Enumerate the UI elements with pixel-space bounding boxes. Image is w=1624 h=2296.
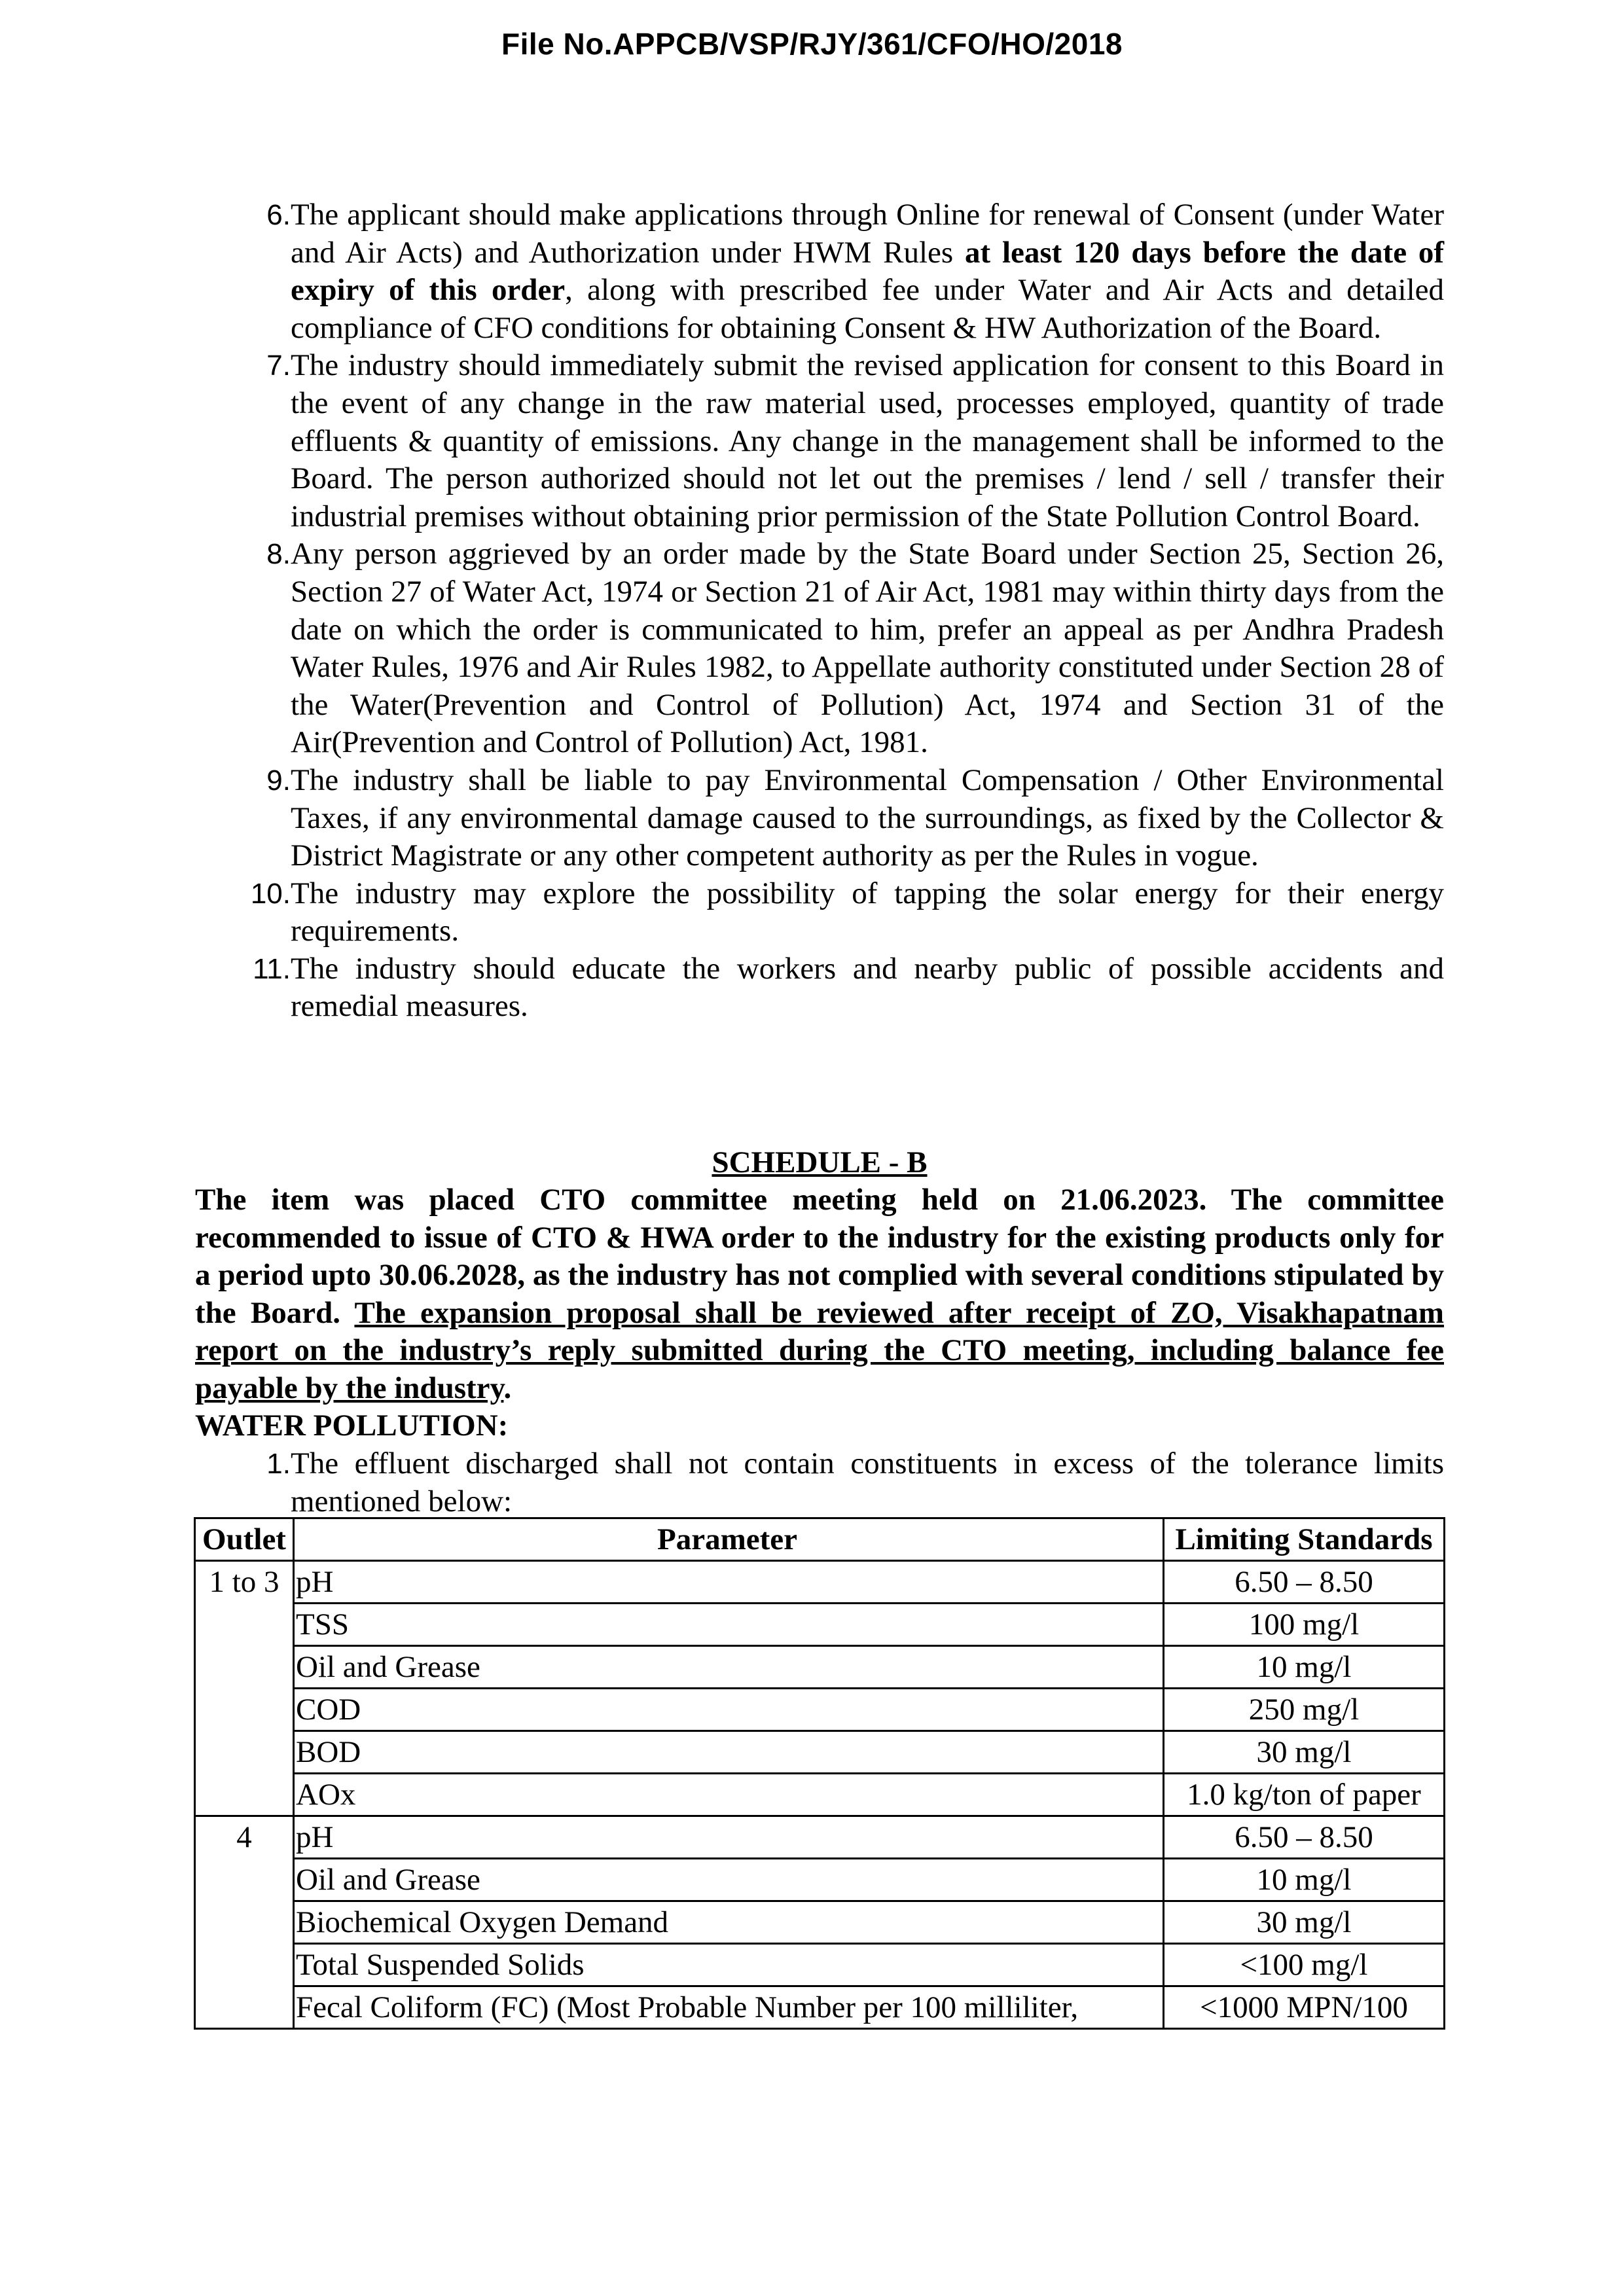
parameter-cell: Biochemical Oxygen Demand <box>294 1901 1164 1944</box>
condition-item <box>247 950 1444 1026</box>
limit-cell: 30 mg/l <box>1164 1731 1445 1774</box>
item-number: 7. <box>266 350 291 382</box>
bold-text: at least 120 days before the date of expiry of this order <box>291 235 1445 308</box>
parameter-cell: pH <box>294 1561 1164 1604</box>
parameter-cell: Fecal Coliform (FC) (Most Probable Number per 100 milliliter, <box>294 1986 1164 2029</box>
water-pollution-heading: WATER POLLUTION: <box>195 1408 509 1443</box>
table-row <box>195 1731 1445 1774</box>
parameter-cell: BOD <box>294 1731 1164 1774</box>
item-text <box>291 762 1444 875</box>
file-number-header: File No.APPCB/VSP/RJY/361/CFO/HO/2018 <box>501 27 1123 61</box>
item-number: 10. <box>250 877 291 910</box>
table-row <box>195 1774 1445 1816</box>
limit-cell: <100 mg/l <box>1164 1944 1445 1986</box>
underlined-text: The expansion proposal shall be reviewed after receipt of ZO, Visakhapatnam report on the industry’s reply submitted during the CTO meeting, including balance fee payable by the industry <box>195 1295 1444 1405</box>
schedule-paragraph <box>195 1181 1444 1408</box>
limit-cell: 6.50 – 8.50 <box>1164 1816 1445 1859</box>
table-row <box>195 1944 1445 1986</box>
table-row <box>195 1859 1445 1901</box>
table-row <box>195 1986 1445 2029</box>
outlet-cell: 1 to 3 <box>195 1561 294 1816</box>
text-run: , along with prescribed fee under Water and Air Acts and detailed compliance of CFO conditions for obtaining Consent & HW Authorization of the Board. <box>291 273 1444 345</box>
col-header-limiting-standards: Limiting Standards <box>1164 1518 1445 1561</box>
condition-item <box>247 347 1444 535</box>
outlet-cell: 4 <box>195 1816 294 2029</box>
water-pollution-list <box>247 1445 1444 1520</box>
parameter-cell: Oil and Grease <box>294 1859 1164 1901</box>
condition-item <box>247 762 1444 875</box>
table-row <box>195 1689 1445 1731</box>
table-body <box>195 1561 1445 2029</box>
table-row <box>195 1561 1445 1604</box>
conditions-list <box>247 196 1444 1026</box>
text-run: The applicant should make applications through Online for renewal of Consent (under Water and Air Acts) and Authorization under HWM Rules <box>291 198 1444 270</box>
col-header-outlet: Outlet <box>195 1518 294 1561</box>
item-text <box>291 535 1444 762</box>
condition-item <box>247 875 1444 950</box>
item-number: 8. <box>266 538 291 571</box>
limit-cell: 6.50 – 8.50 <box>1164 1561 1445 1604</box>
limit-cell: 1.0 kg/ton of paper <box>1164 1774 1445 1816</box>
parameter-cell: pH <box>294 1816 1164 1859</box>
schedule-title: SCHEDULE - B <box>712 1145 928 1179</box>
text-run: The industry may explore the possibility of tapping the solar energy for their energy requirements. <box>291 876 1444 948</box>
limit-cell: 30 mg/l <box>1164 1901 1445 1944</box>
limit-cell: 10 mg/l <box>1164 1646 1445 1689</box>
parameter-cell: Total Suspended Solids <box>294 1944 1164 1986</box>
item-number: 1. <box>266 1448 291 1480</box>
item-text <box>291 950 1444 1026</box>
limit-cell: 10 mg/l <box>1164 1859 1445 1901</box>
text-run: The item was placed CTO committee meeting held on 21.06.2023. The committee recommended to issue of CTO & HWA order to the industry for the existing products only for a period upto 30.06.2028, as the industry has not complied with several conditions stipulated by the Board. <box>195 1183 1444 1330</box>
limit-cell: 250 mg/l <box>1164 1689 1445 1731</box>
text-run: . <box>503 1371 512 1405</box>
parameter-cell: TSS <box>294 1604 1164 1646</box>
item-number: 11. <box>253 952 291 985</box>
parameter-cell: Oil and Grease <box>294 1646 1164 1689</box>
text-run: The industry should educate the workers and nearby public of possible accidents and remedial measures. <box>291 951 1444 1024</box>
limit-cell: <1000 MPN/100 <box>1164 1986 1445 2029</box>
table-row <box>195 1816 1445 1859</box>
item-text <box>291 347 1444 535</box>
item-number: 9. <box>266 764 291 797</box>
item-number: 6. <box>266 199 291 231</box>
list-item <box>247 1445 1444 1520</box>
condition-item <box>247 196 1444 347</box>
item-text <box>291 196 1444 347</box>
text-run: The industry shall be liable to pay Environmental Compensation / Other Environmental Taxes, if any environmental damage caused to the surroundings, as fixed by the Collector & District Magistrate or any other competent authority as per the Rules in vogue. <box>291 762 1444 873</box>
table-row <box>195 1604 1445 1646</box>
limit-cell: 100 mg/l <box>1164 1604 1445 1646</box>
text-run: The industry should immediately submit the revised application for consent to this Board in the event of any change in the raw material used, processes employed, quantity of trade effluents & quantity of emissions. Any change in the management shall be informed to the Board. The person authorized should not let out the premises / lend / sell / transfer their industrial premises without obtaining prior permission of the State Pollution Control Board. <box>291 348 1444 533</box>
tolerance-limits-table <box>194 1517 1445 2030</box>
text-run: Any person aggrieved by an order made by the State Board under Section 25, Section 26, Section 27 of Water Act, 1974 or Section 21 of Air Act, 1981 may within thirty days from the date on which the order is communicated to him, prefer an appeal as per Andhra Pradesh Water Rules, 1976 and Air Rules 1982, to Appellate authority constituted under Section 28 of the Water(Prevention and Control of Pollution) Act, 1974 and Section 31 of the Air(Prevention and Control of Pollution) Act, 1981. <box>291 537 1444 760</box>
condition-item <box>247 535 1444 762</box>
parameter-cell: COD <box>294 1689 1164 1731</box>
table-row <box>195 1646 1445 1689</box>
item-text: The effluent discharged shall not contain constituents in excess of the tolerance limits mentioned below: <box>291 1446 1444 1518</box>
table-header-row <box>195 1518 1445 1561</box>
parameter-cell: AOx <box>294 1774 1164 1816</box>
table-row <box>195 1901 1445 1944</box>
col-header-parameter: Parameter <box>294 1518 1164 1561</box>
item-text <box>291 875 1444 950</box>
